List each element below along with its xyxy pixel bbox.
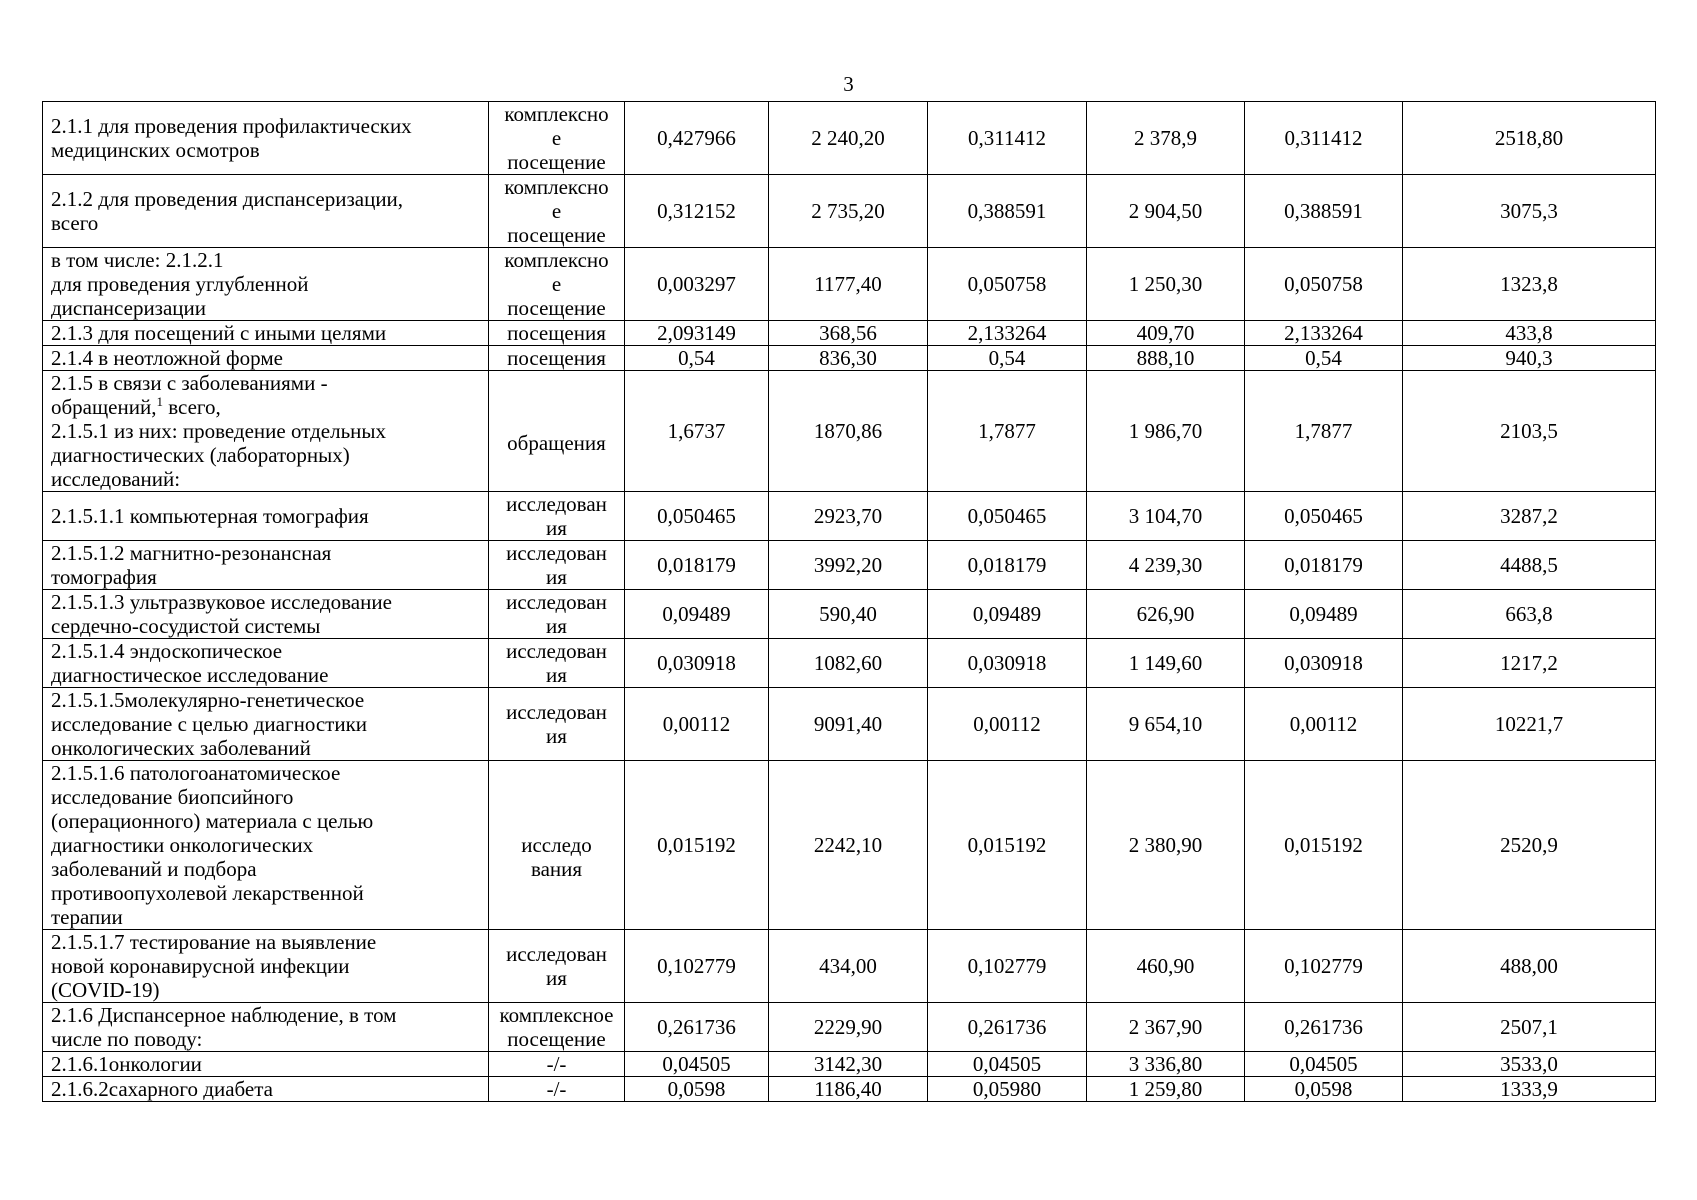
value-cell: 1,7877: [928, 371, 1087, 492]
data-table: [42, 101, 1656, 1102]
value-cell: 2229,90: [769, 1003, 928, 1052]
value-cell: 0,09489: [1245, 590, 1403, 639]
value-cell: 1,6737: [625, 371, 769, 492]
value-cell: 2518,80: [1403, 102, 1656, 175]
value-cell: 0,388591: [928, 175, 1087, 248]
value-cell: 0,04505: [1245, 1052, 1403, 1077]
value-cell: 836,30: [769, 346, 928, 371]
value-cell: 9 654,10: [1087, 688, 1245, 761]
value-cell: 1323,8: [1403, 248, 1656, 321]
value-cell: 2507,1: [1403, 1003, 1656, 1052]
value-cell: 1,7877: [1245, 371, 1403, 492]
indicator-name-cell: 2.1.6.1онкологии: [43, 1052, 489, 1077]
footnote-marker: 1: [156, 394, 163, 409]
value-cell: 0,00112: [928, 688, 1087, 761]
value-cell: 2 378,9: [1087, 102, 1245, 175]
value-cell: 0,261736: [625, 1003, 769, 1052]
value-cell: 0,00112: [625, 688, 769, 761]
indicator-name-cell: 2.1.3 для посещений с иными целями: [43, 321, 489, 346]
value-cell: 0,311412: [1245, 102, 1403, 175]
value-cell: 0,018179: [625, 541, 769, 590]
value-cell: 1 250,30: [1087, 248, 1245, 321]
value-cell: 0,09489: [928, 590, 1087, 639]
value-cell: 0,00112: [1245, 688, 1403, 761]
value-cell: 2103,5: [1403, 371, 1656, 492]
indicator-name-cell: 2.1.5.1.2 магнитно-резонансная томография: [43, 541, 489, 590]
value-cell: 1177,40: [769, 248, 928, 321]
indicator-name-cell: [43, 371, 489, 492]
value-cell: 2 380,90: [1087, 761, 1245, 930]
value-cell: 1 986,70: [1087, 371, 1245, 492]
unit-cell: исследован ия: [489, 639, 625, 688]
table-row: [43, 248, 1656, 321]
value-cell: 3992,20: [769, 541, 928, 590]
value-cell: 0,54: [625, 346, 769, 371]
value-cell: 3 336,80: [1087, 1052, 1245, 1077]
value-cell: 0,050758: [1245, 248, 1403, 321]
value-cell: 0,102779: [1245, 930, 1403, 1003]
value-cell: 3075,3: [1403, 175, 1656, 248]
value-cell: 9091,40: [769, 688, 928, 761]
value-cell: 1186,40: [769, 1077, 928, 1102]
value-cell: 0,030918: [1245, 639, 1403, 688]
value-cell: 3533,0: [1403, 1052, 1656, 1077]
value-cell: 2242,10: [769, 761, 928, 930]
value-cell: 2 240,20: [769, 102, 928, 175]
table-row: [43, 639, 1656, 688]
value-cell: 0,015192: [928, 761, 1087, 930]
value-cell: 1217,2: [1403, 639, 1656, 688]
unit-cell: посещения: [489, 346, 625, 371]
indicator-name-cell: 2.1.5.1.6 патологоанатомическое исследование биопсийного (операционного) материала с целью диагностики онкологических заболеваний и подбора противоопухолевой лекарственной терапии: [43, 761, 489, 930]
value-cell: 0,54: [928, 346, 1087, 371]
indicator-name-cell: 2.1.5.1.7 тестирование на выявление новой коронавирусной инфекции (COVID-19): [43, 930, 489, 1003]
value-cell: 0,030918: [625, 639, 769, 688]
unit-cell: исследо вания: [489, 761, 625, 930]
value-cell: 2 735,20: [769, 175, 928, 248]
value-cell: 0,04505: [625, 1052, 769, 1077]
value-cell: 940,3: [1403, 346, 1656, 371]
value-cell: 368,56: [769, 321, 928, 346]
indicator-name-cell: в том числе: 2.1.2.1 для проведения углубленной диспансеризации: [43, 248, 489, 321]
indicator-name-cell: 2.1.6 Диспансерное наблюдение, в том числе по поводу:: [43, 1003, 489, 1052]
value-cell: 2 367,90: [1087, 1003, 1245, 1052]
indicator-name-cell: 2.1.5.1.4 эндоскопическое диагностическое исследование: [43, 639, 489, 688]
value-cell: 1082,60: [769, 639, 928, 688]
indicator-name-cell: 2.1.5.1.5молекулярно-генетическое исследование с целью диагностики онкологических заболеваний: [43, 688, 489, 761]
table-row: [43, 492, 1656, 541]
value-cell: 0,261736: [1245, 1003, 1403, 1052]
value-cell: 0,54: [1245, 346, 1403, 371]
indicator-name-cell: 2.1.4 в неотложной форме: [43, 346, 489, 371]
value-cell: 0,018179: [928, 541, 1087, 590]
unit-cell: исследован ия: [489, 930, 625, 1003]
value-cell: 590,40: [769, 590, 928, 639]
value-cell: 0,018179: [1245, 541, 1403, 590]
value-cell: 0,05980: [928, 1077, 1087, 1102]
value-cell: 4488,5: [1403, 541, 1656, 590]
value-cell: 2 904,50: [1087, 175, 1245, 248]
value-cell: 0,003297: [625, 248, 769, 321]
value-cell: 0,427966: [625, 102, 769, 175]
table-row: [43, 541, 1656, 590]
value-cell: 0,050465: [1245, 492, 1403, 541]
value-cell: 2923,70: [769, 492, 928, 541]
value-cell: 0,04505: [928, 1052, 1087, 1077]
value-cell: 626,90: [1087, 590, 1245, 639]
unit-cell: комплексно е посещение: [489, 248, 625, 321]
table-row: [43, 1052, 1656, 1077]
table-row: [43, 688, 1656, 761]
value-cell: 0,311412: [928, 102, 1087, 175]
table-row: [43, 761, 1656, 930]
value-cell: 3 104,70: [1087, 492, 1245, 541]
value-cell: 2,133264: [928, 321, 1087, 346]
value-cell: 0,030918: [928, 639, 1087, 688]
value-cell: 0,0598: [1245, 1077, 1403, 1102]
value-cell: 2,133264: [1245, 321, 1403, 346]
value-cell: 1 149,60: [1087, 639, 1245, 688]
value-cell: 2520,9: [1403, 761, 1656, 930]
unit-cell: исследован ия: [489, 492, 625, 541]
value-cell: 888,10: [1087, 346, 1245, 371]
table-row: [43, 590, 1656, 639]
unit-cell: комплексное посещение: [489, 1003, 625, 1052]
value-cell: 434,00: [769, 930, 928, 1003]
value-cell: 0,015192: [625, 761, 769, 930]
unit-cell: комплексно е посещение: [489, 175, 625, 248]
value-cell: 1870,86: [769, 371, 928, 492]
value-cell: 0,312152: [625, 175, 769, 248]
value-cell: 0,261736: [928, 1003, 1087, 1052]
table-row: [43, 321, 1656, 346]
value-cell: 0,0598: [625, 1077, 769, 1102]
unit-cell: обращения: [489, 371, 625, 492]
value-cell: 0,050758: [928, 248, 1087, 321]
page-number: 3: [843, 72, 854, 96]
value-cell: 3142,30: [769, 1052, 928, 1077]
indicator-name-cell: 2.1.2 для проведения диспансеризации, всего: [43, 175, 489, 248]
value-cell: 0,388591: [1245, 175, 1403, 248]
unit-cell: исследован ия: [489, 590, 625, 639]
unit-cell: -/-: [489, 1052, 625, 1077]
table-row: [43, 1077, 1656, 1102]
indicator-name-cell: 2.1.5.1.1 компьютерная томография: [43, 492, 489, 541]
unit-cell: -/-: [489, 1077, 625, 1102]
unit-cell: комплексно е посещение: [489, 102, 625, 175]
value-cell: 0,102779: [928, 930, 1087, 1003]
value-cell: 0,102779: [625, 930, 769, 1003]
unit-cell: посещения: [489, 321, 625, 346]
table-row: [43, 371, 1656, 492]
value-cell: 3287,2: [1403, 492, 1656, 541]
value-cell: 460,90: [1087, 930, 1245, 1003]
value-cell: 663,8: [1403, 590, 1656, 639]
indicator-name-cell: 2.1.5.1.3 ультразвуковое исследование сердечно-сосудистой системы: [43, 590, 489, 639]
indicator-name-cell: 2.1.6.2сахарного диабета: [43, 1077, 489, 1102]
value-cell: 0,015192: [1245, 761, 1403, 930]
table-row: [43, 930, 1656, 1003]
value-cell: 10221,7: [1403, 688, 1656, 761]
indicator-name-text: всего, 2.1.5.1 из них: проведение отдельных диагностических (лабораторных) исследований:: [51, 395, 387, 491]
value-cell: 1333,9: [1403, 1077, 1656, 1102]
unit-cell: исследован ия: [489, 541, 625, 590]
value-cell: 433,8: [1403, 321, 1656, 346]
value-cell: 409,70: [1087, 321, 1245, 346]
table-row: [43, 1003, 1656, 1052]
value-cell: 0,050465: [928, 492, 1087, 541]
table-row: [43, 346, 1656, 371]
value-cell: 488,00: [1403, 930, 1656, 1003]
value-cell: 0,050465: [625, 492, 769, 541]
value-cell: 4 239,30: [1087, 541, 1245, 590]
unit-cell: исследован ия: [489, 688, 625, 761]
indicator-name-text: 2.1.5 в связи с заболеваниями - обращений,: [51, 371, 328, 419]
value-cell: 1 259,80: [1087, 1077, 1245, 1102]
value-cell: 2,093149: [625, 321, 769, 346]
table-row: [43, 175, 1656, 248]
value-cell: 0,09489: [625, 590, 769, 639]
table-row: [43, 102, 1656, 175]
indicator-name-cell: 2.1.1 для проведения профилактических медицинских осмотров: [43, 102, 489, 175]
